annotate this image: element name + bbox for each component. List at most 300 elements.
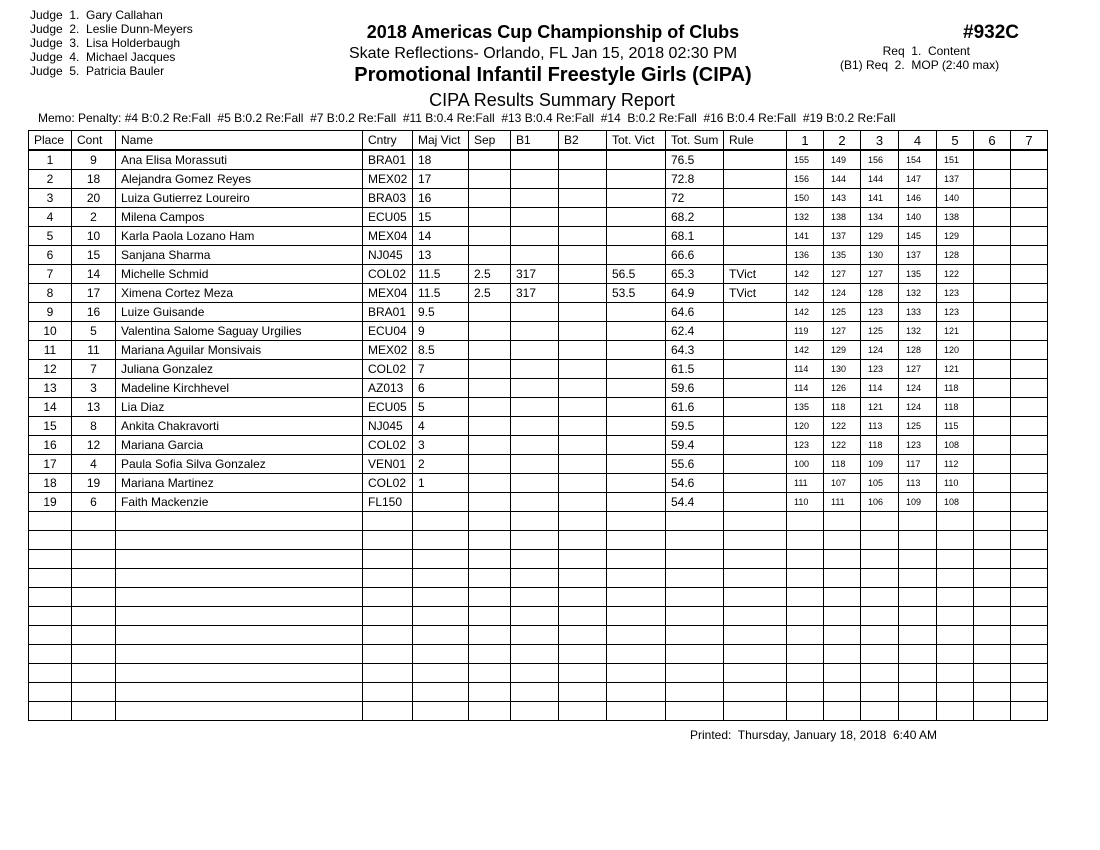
empty-cell bbox=[787, 550, 824, 569]
separation-cell bbox=[469, 170, 511, 189]
judge-6-score bbox=[974, 170, 1011, 189]
empty-cell bbox=[666, 607, 724, 626]
contestant-number-cell: 19 bbox=[72, 474, 116, 493]
judge-4-score: 145 bbox=[899, 227, 937, 246]
b1-cell bbox=[511, 246, 559, 265]
judge-7-score bbox=[1011, 303, 1048, 322]
empty-cell bbox=[469, 683, 511, 702]
judge-6-score bbox=[974, 208, 1011, 227]
empty-cell bbox=[666, 550, 724, 569]
empty-cell bbox=[413, 588, 469, 607]
judge-3-score: 124 bbox=[861, 341, 899, 360]
column-header: Maj Vict bbox=[413, 131, 469, 151]
empty-cell bbox=[469, 645, 511, 664]
empty-cell bbox=[559, 683, 607, 702]
judge-4-score: 147 bbox=[899, 170, 937, 189]
total-sum-cell: 61.6 bbox=[666, 398, 724, 417]
empty-cell bbox=[116, 569, 363, 588]
judge-3-score: 106 bbox=[861, 493, 899, 512]
separation-cell bbox=[469, 398, 511, 417]
empty-cell bbox=[861, 683, 899, 702]
table-row bbox=[29, 208, 1048, 227]
contestant-number-cell: 9 bbox=[72, 150, 116, 170]
b1-cell bbox=[511, 227, 559, 246]
judge-7-score bbox=[1011, 208, 1048, 227]
separation-cell bbox=[469, 474, 511, 493]
empty-table-row bbox=[29, 607, 1048, 626]
total-victories-cell bbox=[607, 170, 666, 189]
judge-6-score bbox=[974, 379, 1011, 398]
empty-cell bbox=[824, 569, 861, 588]
b2-cell bbox=[559, 150, 607, 170]
total-victories-cell bbox=[607, 360, 666, 379]
majority-victories-cell: 17 bbox=[413, 170, 469, 189]
empty-cell bbox=[413, 626, 469, 645]
judge-1-score: 150 bbox=[787, 189, 824, 208]
judge-6-score bbox=[974, 360, 1011, 379]
requirement-1: Req 1. Content bbox=[882, 44, 970, 58]
empty-cell bbox=[607, 607, 666, 626]
table-row bbox=[29, 360, 1048, 379]
column-header: B2 bbox=[559, 131, 607, 151]
place-cell: 1 bbox=[29, 150, 72, 170]
empty-cell bbox=[666, 702, 724, 721]
venue-line: Skate Reflections- Orlando, FL Jan 15, 2018 02:30 PM bbox=[348, 45, 738, 62]
empty-cell bbox=[974, 512, 1011, 531]
judge-7-score bbox=[1011, 417, 1048, 436]
separation-cell bbox=[469, 189, 511, 208]
empty-cell bbox=[413, 645, 469, 664]
judge-5-score: 128 bbox=[937, 246, 974, 265]
judge-1-score: 120 bbox=[787, 417, 824, 436]
country-cell: COL02 bbox=[363, 474, 413, 493]
table-row bbox=[29, 474, 1048, 493]
empty-cell bbox=[363, 588, 413, 607]
empty-cell bbox=[559, 588, 607, 607]
majority-victories-cell: 14 bbox=[413, 227, 469, 246]
judge-5-score: 151 bbox=[937, 150, 974, 170]
country-cell: MEX02 bbox=[363, 341, 413, 360]
skater-name-cell: Ximena Cortez Meza bbox=[116, 284, 363, 303]
empty-cell bbox=[29, 531, 72, 550]
judge-3: Judge 3. Lisa Holderbaugh bbox=[30, 36, 181, 50]
skater-name-cell: Lia Diaz bbox=[116, 398, 363, 417]
empty-cell bbox=[116, 702, 363, 721]
judge-3-score: 123 bbox=[861, 303, 899, 322]
empty-cell bbox=[511, 550, 559, 569]
empty-table-row bbox=[29, 645, 1048, 664]
judge-1-score: 135 bbox=[787, 398, 824, 417]
empty-cell bbox=[787, 607, 824, 626]
contestant-number-cell: 11 bbox=[72, 341, 116, 360]
judge-2-score: 135 bbox=[824, 246, 861, 265]
empty-cell bbox=[1011, 664, 1048, 683]
judge-1-score: 142 bbox=[787, 265, 824, 284]
place-cell: 17 bbox=[29, 455, 72, 474]
total-sum-cell: 72 bbox=[666, 189, 724, 208]
judge-4-score: 137 bbox=[899, 246, 937, 265]
contestant-number-cell: 14 bbox=[72, 265, 116, 284]
empty-cell bbox=[72, 664, 116, 683]
judge-3-score: 114 bbox=[861, 379, 899, 398]
empty-cell bbox=[363, 531, 413, 550]
total-sum-cell: 62.4 bbox=[666, 322, 724, 341]
country-cell: BRA01 bbox=[363, 303, 413, 322]
skater-name-cell: Karla Paola Lozano Ham bbox=[116, 227, 363, 246]
judge-4-score: 146 bbox=[899, 189, 937, 208]
country-cell: FL150 bbox=[363, 493, 413, 512]
contestant-number-cell: 10 bbox=[72, 227, 116, 246]
column-header: 7 bbox=[1011, 131, 1048, 151]
empty-cell bbox=[666, 531, 724, 550]
column-header: 5 bbox=[937, 131, 974, 151]
separation-cell bbox=[469, 417, 511, 436]
judge-3-score: 127 bbox=[861, 265, 899, 284]
empty-cell bbox=[469, 569, 511, 588]
contestant-number-cell: 2 bbox=[72, 208, 116, 227]
judge-4-score: 123 bbox=[899, 436, 937, 455]
requirements-list bbox=[840, 44, 1000, 72]
b2-cell bbox=[559, 436, 607, 455]
empty-cell bbox=[1011, 607, 1048, 626]
judge-7-score bbox=[1011, 265, 1048, 284]
empty-cell bbox=[29, 683, 72, 702]
skater-name-cell: Milena Campos bbox=[116, 208, 363, 227]
b2-cell bbox=[559, 227, 607, 246]
judge-6-score bbox=[974, 398, 1011, 417]
empty-table-row bbox=[29, 588, 1048, 607]
judge-4-score: 133 bbox=[899, 303, 937, 322]
empty-table-row bbox=[29, 702, 1048, 721]
judge-6-score bbox=[974, 227, 1011, 246]
judge-5-score: 138 bbox=[937, 208, 974, 227]
b1-cell: 317 bbox=[511, 265, 559, 284]
judge-7-score bbox=[1011, 474, 1048, 493]
empty-cell bbox=[363, 664, 413, 683]
place-cell: 19 bbox=[29, 493, 72, 512]
empty-cell bbox=[559, 645, 607, 664]
judge-1-score: 136 bbox=[787, 246, 824, 265]
empty-cell bbox=[413, 569, 469, 588]
judge-5-score: 108 bbox=[937, 493, 974, 512]
empty-cell bbox=[1011, 550, 1048, 569]
judge-7-score bbox=[1011, 227, 1048, 246]
empty-cell bbox=[72, 588, 116, 607]
empty-cell bbox=[899, 683, 937, 702]
empty-cell bbox=[937, 569, 974, 588]
empty-cell bbox=[899, 664, 937, 683]
judge-5-score: 118 bbox=[937, 379, 974, 398]
separation-cell bbox=[469, 436, 511, 455]
empty-cell bbox=[469, 588, 511, 607]
rule-cell bbox=[724, 303, 787, 322]
empty-cell bbox=[607, 664, 666, 683]
empty-cell bbox=[724, 512, 787, 531]
empty-cell bbox=[29, 588, 72, 607]
table-row bbox=[29, 227, 1048, 246]
table-row bbox=[29, 303, 1048, 322]
judge-2-score: 138 bbox=[824, 208, 861, 227]
empty-cell bbox=[29, 550, 72, 569]
total-sum-cell: 64.3 bbox=[666, 341, 724, 360]
judge-1: Judge 1. Gary Callahan bbox=[30, 8, 163, 22]
column-header: Place bbox=[29, 131, 72, 151]
printed-timestamp: Printed: Thursday, January 18, 2018 6:40 AM bbox=[690, 728, 938, 742]
b1-cell bbox=[511, 189, 559, 208]
table-row bbox=[29, 265, 1048, 284]
rule-cell bbox=[724, 189, 787, 208]
empty-cell bbox=[511, 664, 559, 683]
total-victories-cell bbox=[607, 189, 666, 208]
judge-3-score: 144 bbox=[861, 170, 899, 189]
place-cell: 5 bbox=[29, 227, 72, 246]
empty-cell bbox=[824, 702, 861, 721]
place-cell: 2 bbox=[29, 170, 72, 189]
total-sum-cell: 54.6 bbox=[666, 474, 724, 493]
rule-cell bbox=[724, 208, 787, 227]
majority-victories-cell: 9 bbox=[413, 322, 469, 341]
empty-cell bbox=[937, 588, 974, 607]
rule-cell bbox=[724, 417, 787, 436]
empty-cell bbox=[29, 645, 72, 664]
judge-2-score: 149 bbox=[824, 150, 861, 170]
empty-cell bbox=[469, 550, 511, 569]
empty-cell bbox=[824, 531, 861, 550]
empty-cell bbox=[511, 512, 559, 531]
country-cell: MEX02 bbox=[363, 170, 413, 189]
b1-cell: 317 bbox=[511, 284, 559, 303]
separation-cell bbox=[469, 227, 511, 246]
judge-7-score bbox=[1011, 493, 1048, 512]
judge-7-score bbox=[1011, 150, 1048, 170]
separation-cell bbox=[469, 303, 511, 322]
empty-cell bbox=[724, 569, 787, 588]
b1-cell bbox=[511, 436, 559, 455]
contestant-number-cell: 3 bbox=[72, 379, 116, 398]
majority-victories-cell: 11.5 bbox=[413, 284, 469, 303]
rule-cell bbox=[724, 455, 787, 474]
judge-7-score bbox=[1011, 436, 1048, 455]
b1-cell bbox=[511, 417, 559, 436]
judge-1-score: 114 bbox=[787, 379, 824, 398]
empty-cell bbox=[899, 569, 937, 588]
judge-5-score: 112 bbox=[937, 455, 974, 474]
judge-5-score: 121 bbox=[937, 360, 974, 379]
empty-cell bbox=[116, 626, 363, 645]
b1-cell bbox=[511, 474, 559, 493]
skater-name-cell: Luize Guisande bbox=[116, 303, 363, 322]
empty-cell bbox=[974, 626, 1011, 645]
empty-cell bbox=[511, 702, 559, 721]
empty-cell bbox=[1011, 626, 1048, 645]
rule-cell: TVict bbox=[724, 265, 787, 284]
majority-victories-cell: 18 bbox=[413, 150, 469, 170]
empty-table-row bbox=[29, 664, 1048, 683]
total-victories-cell bbox=[607, 150, 666, 170]
rule-cell bbox=[724, 322, 787, 341]
judge-2-score: 130 bbox=[824, 360, 861, 379]
judge-7-score bbox=[1011, 189, 1048, 208]
place-cell: 14 bbox=[29, 398, 72, 417]
empty-cell bbox=[824, 588, 861, 607]
contestant-number-cell: 8 bbox=[72, 417, 116, 436]
total-sum-cell: 65.3 bbox=[666, 265, 724, 284]
empty-cell bbox=[937, 550, 974, 569]
place-cell: 11 bbox=[29, 341, 72, 360]
skater-name-cell: Paula Sofia Silva Gonzalez bbox=[116, 455, 363, 474]
skater-name-cell: Alejandra Gomez Reyes bbox=[116, 170, 363, 189]
skater-name-cell: Ana Elisa Morassuti bbox=[116, 150, 363, 170]
column-header: Cont bbox=[72, 131, 116, 151]
empty-cell bbox=[861, 588, 899, 607]
empty-cell bbox=[787, 645, 824, 664]
total-victories-cell bbox=[607, 208, 666, 227]
total-victories-cell bbox=[607, 455, 666, 474]
skater-name-cell: Mariana Garcia bbox=[116, 436, 363, 455]
judge-6-score bbox=[974, 265, 1011, 284]
empty-table-row bbox=[29, 626, 1048, 645]
championship-title: 2018 Americas Cup Championship of Clubs bbox=[366, 22, 740, 42]
judge-6-score bbox=[974, 436, 1011, 455]
judge-2-score: 125 bbox=[824, 303, 861, 322]
empty-cell bbox=[29, 626, 72, 645]
empty-cell bbox=[559, 607, 607, 626]
judge-5-score: 110 bbox=[937, 474, 974, 493]
judge-6-score bbox=[974, 303, 1011, 322]
judge-1-score: 110 bbox=[787, 493, 824, 512]
empty-cell bbox=[724, 626, 787, 645]
b2-cell bbox=[559, 246, 607, 265]
empty-cell bbox=[787, 588, 824, 607]
judge-1-score: 132 bbox=[787, 208, 824, 227]
empty-cell bbox=[899, 607, 937, 626]
empty-cell bbox=[413, 664, 469, 683]
contestant-number-cell: 15 bbox=[72, 246, 116, 265]
empty-cell bbox=[72, 645, 116, 664]
separation-cell bbox=[469, 455, 511, 474]
empty-cell bbox=[824, 664, 861, 683]
judge-5-score: 108 bbox=[937, 436, 974, 455]
empty-cell bbox=[559, 550, 607, 569]
column-header: 3 bbox=[861, 131, 899, 151]
judge-4-score: 127 bbox=[899, 360, 937, 379]
judge-3-score: 123 bbox=[861, 360, 899, 379]
empty-cell bbox=[29, 664, 72, 683]
judge-6-score bbox=[974, 474, 1011, 493]
total-victories-cell bbox=[607, 227, 666, 246]
judge-3-score: 130 bbox=[861, 246, 899, 265]
empty-cell bbox=[363, 683, 413, 702]
judge-3-score: 128 bbox=[861, 284, 899, 303]
empty-cell bbox=[413, 607, 469, 626]
judge-7-score bbox=[1011, 398, 1048, 417]
rule-cell bbox=[724, 474, 787, 493]
contestant-number-cell: 18 bbox=[72, 170, 116, 189]
b1-cell bbox=[511, 360, 559, 379]
judge-2: Judge 2. Leslie Dunn-Meyers bbox=[30, 22, 193, 36]
empty-cell bbox=[861, 626, 899, 645]
total-sum-cell: 66.6 bbox=[666, 246, 724, 265]
country-cell: ECU05 bbox=[363, 208, 413, 227]
country-cell: BRA01 bbox=[363, 150, 413, 170]
total-victories-cell bbox=[607, 379, 666, 398]
judge-7-score bbox=[1011, 170, 1048, 189]
judge-2-score: 124 bbox=[824, 284, 861, 303]
judge-3-score: 141 bbox=[861, 189, 899, 208]
empty-cell bbox=[899, 626, 937, 645]
total-sum-cell: 64.9 bbox=[666, 284, 724, 303]
empty-cell bbox=[413, 683, 469, 702]
table-row bbox=[29, 398, 1048, 417]
rule-cell bbox=[724, 170, 787, 189]
judge-1-score: 119 bbox=[787, 322, 824, 341]
judge-6-score bbox=[974, 189, 1011, 208]
empty-cell bbox=[937, 512, 974, 531]
judge-5-score: 123 bbox=[937, 303, 974, 322]
b2-cell bbox=[559, 493, 607, 512]
empty-cell bbox=[559, 569, 607, 588]
contestant-number-cell: 16 bbox=[72, 303, 116, 322]
table-row bbox=[29, 170, 1048, 189]
b2-cell bbox=[559, 284, 607, 303]
table-row bbox=[29, 417, 1048, 436]
judge-6-score bbox=[974, 284, 1011, 303]
empty-cell bbox=[607, 683, 666, 702]
majority-victories-cell bbox=[413, 493, 469, 512]
total-victories-cell: 56.5 bbox=[607, 265, 666, 284]
majority-victories-cell: 6 bbox=[413, 379, 469, 398]
empty-cell bbox=[1011, 645, 1048, 664]
results-table bbox=[28, 130, 1048, 721]
place-cell: 8 bbox=[29, 284, 72, 303]
judge-1-score: 156 bbox=[787, 170, 824, 189]
empty-cell bbox=[787, 626, 824, 645]
column-header: Cntry bbox=[363, 131, 413, 151]
empty-cell bbox=[974, 607, 1011, 626]
total-victories-cell bbox=[607, 246, 666, 265]
judge-3-score: 113 bbox=[861, 417, 899, 436]
judge-1-score: 100 bbox=[787, 455, 824, 474]
judge-1-score: 111 bbox=[787, 474, 824, 493]
judge-4-score: 117 bbox=[899, 455, 937, 474]
judge-3-score: 118 bbox=[861, 436, 899, 455]
empty-cell bbox=[974, 531, 1011, 550]
empty-cell bbox=[607, 645, 666, 664]
country-cell: COL02 bbox=[363, 265, 413, 284]
column-header: Tot. Vict bbox=[607, 131, 666, 151]
empty-cell bbox=[607, 569, 666, 588]
majority-victories-cell: 16 bbox=[413, 189, 469, 208]
table-row bbox=[29, 455, 1048, 474]
table-header-row bbox=[29, 131, 1048, 151]
empty-cell bbox=[363, 569, 413, 588]
contestant-number-cell: 6 bbox=[72, 493, 116, 512]
judge-2-score: 129 bbox=[824, 341, 861, 360]
empty-cell bbox=[861, 569, 899, 588]
total-sum-cell: 59.5 bbox=[666, 417, 724, 436]
empty-cell bbox=[724, 588, 787, 607]
judge-5-score: 140 bbox=[937, 189, 974, 208]
judge-1-score: 142 bbox=[787, 284, 824, 303]
place-cell: 10 bbox=[29, 322, 72, 341]
skater-name-cell: Luiza Gutierrez Loureiro bbox=[116, 189, 363, 208]
empty-cell bbox=[724, 607, 787, 626]
empty-cell bbox=[116, 512, 363, 531]
empty-cell bbox=[861, 550, 899, 569]
judge-2-score: 118 bbox=[824, 455, 861, 474]
empty-table-row bbox=[29, 550, 1048, 569]
empty-cell bbox=[72, 607, 116, 626]
